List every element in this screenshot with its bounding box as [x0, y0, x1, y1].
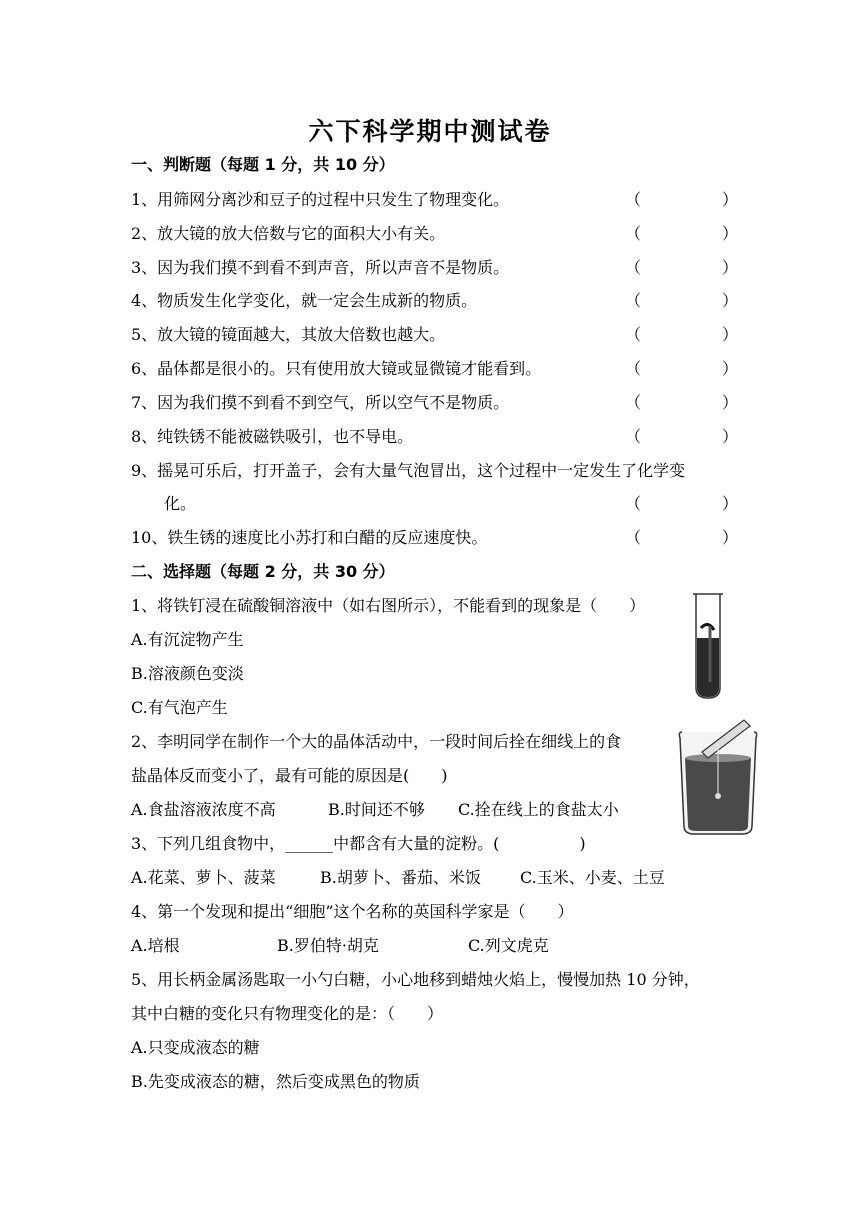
beaker-illustration [676, 716, 760, 838]
judge-item-4: 4、物质发生化学变化，就一定会生成新的物质。 [131, 291, 478, 310]
judge-item-8: 8、纯铁锈不能被磁铁吸引，也不导电。 [131, 427, 414, 446]
choice-q3-option-a[interactable]: A.花菜、萝卜、菠菜 [131, 868, 276, 887]
choice-q2-option-b[interactable]: B.时间还不够 [328, 800, 425, 819]
judge-item-3: 3、因为我们摸不到看不到声音，所以声音不是物质。 [131, 258, 510, 277]
choice-q5-stem-line2: 其中白糖的变化只有物理变化的是：（ ） [131, 1004, 444, 1023]
choice-q5-option-a[interactable]: A.只变成液态的糖 [131, 1038, 260, 1057]
judge-item-10: 10、铁生锈的速度比小苏打和白醋的反应速度快。 [131, 528, 488, 547]
judge-item-1: 1、用筛网分离沙和豆子的过程中只发生了物理变化。 [131, 190, 510, 209]
choice-q3-option-c[interactable]: C.玉米、小麦、土豆 [520, 868, 665, 887]
choice-q5-stem-line1: 5、用长柄金属汤匙取一小勺白糖，小心地移到蜡烛火焰上，慢慢加热 10 分钟， [131, 970, 700, 989]
choice-q2-option-a[interactable]: A.食盐溶液浓度不高 [131, 800, 276, 819]
choice-q1-stem: 1、将铁钉浸在硫酸铜溶液中（如右图所示），不能看到的现象是（ ） [131, 596, 646, 615]
section1-heading: 一、判断题（每题 1 分，共 10 分） [131, 155, 395, 174]
choice-q4-stem: 4、第一个发现和提出“细胞”这个名称的英国科学家是（ ） [131, 902, 574, 921]
judge-item-7: 7、因为我们摸不到看不到空气，所以空气不是物质。 [131, 393, 510, 412]
choice-q1-option-b[interactable]: B.溶液颜色变淡 [131, 664, 244, 683]
choice-q3-stem: 3、下列几组食物中，______中都含有大量的淀粉。( ) [131, 834, 586, 853]
choice-q4-option-a[interactable]: A.培根 [131, 936, 180, 955]
test-tube-illustration [690, 590, 726, 702]
exam-page: 六下科学期中测试卷 一、判断题（每题 1 分，共 10 分） 1、用筛网分离沙和豆子的过程中只发生了物理变化。 （ ） 2、放大镜的放大倍数与它的面积大小有关。 （ ） 3、因为我们摸不到看不到声音，所以声音不是物质。 （ ） 4、物质发生化学变化，就一定会生成新的物质。 （ ） 5、放大镜的镜面越大，其放大倍数也越大。 （ ） 6、晶体都是很小的。只有使用放大镜或显微镜才能看到。 （ ） 7、因为我们摸不到看不到空气，所以空气不是物质。 （ ） 8、纯铁锈不能被磁铁吸引，也不导电。 （ ） 9、摇晃可乐后，打开盖子，会有大量气泡冒出，这个过程中一定发生了化学变 化。 （ ） 10、铁生锈的速度比小苏打和白醋的反应速度快。 （ ） 二、选择题（每题 2 分，共 30 分） 1、将铁钉浸在硫酸铜溶液中（如右图所示），不能看到的现象是（ ） A.有沉淀物产生 B.溶液颜色变淡 C.有气泡产生 2、李明同学在制作一个大的晶体活动中，一段时间后拴在细线上的食 盐晶体反而变小了，最有可能的原因是( ) A.食盐溶液浓度不高 B.时间还不够 C.拴在线上的食盐太小 3、下列几组食物中，______中都含有大量的淀粉。( ) A.花菜、萝卜、菠菜 B.胡萝卜、番茄、米饭 C.玉米、小麦、土豆 4、第一个发现和提出“细胞”这个名称的英国科学家是（ ） A.培根 B.罗伯特·胡克 C.列文虎克 5、用长柄金属汤匙取一小勺白糖，小心地移到蜡烛火焰上，慢慢加热 10 分钟， 其中白糖的变化只有物理变化的是：（ ） A.只变成液态的糖 B.先变成液态的糖，然后变成黑色的物质 [0, 0, 860, 1216]
judge-item-9-continued: 化。 [164, 494, 197, 513]
choice-q5-option-b[interactable]: B.先变成液态的糖，然后变成黑色的物质 [131, 1072, 420, 1091]
judge-item-9: 9、摇晃可乐后，打开盖子，会有大量气泡冒出，这个过程中一定发生了化学变 [131, 461, 686, 480]
judge-item-2: 2、放大镜的放大倍数与它的面积大小有关。 [131, 224, 446, 243]
choice-q2-option-c[interactable]: C.拴在线上的食盐太小 [458, 800, 619, 819]
choice-q4-option-c[interactable]: C.列文虎克 [468, 936, 549, 955]
choice-q1-option-a[interactable]: A.有沉淀物产生 [131, 630, 244, 649]
choice-q2-stem-line2: 盐晶体反而变小了，最有可能的原因是( ) [131, 766, 448, 785]
judge-item-6: 6、晶体都是很小的。只有使用放大镜或显微镜才能看到。 [131, 359, 542, 378]
judge-item-5: 5、放大镜的镜面越大，其放大倍数也越大。 [131, 325, 446, 344]
section2-heading: 二、选择题（每题 2 分，共 30 分） [131, 562, 395, 581]
choice-q4-option-b[interactable]: B.罗伯特·胡克 [277, 936, 379, 955]
choice-q3-option-b[interactable]: B.胡萝卜、番茄、米饭 [320, 868, 481, 887]
page-title: 六下科学期中测试卷 [308, 117, 552, 146]
choice-q1-option-c[interactable]: C.有气泡产生 [131, 698, 228, 717]
choice-q2-stem-line1: 2、李明同学在制作一个大的晶体活动中，一段时间后拴在细线上的食 [131, 732, 622, 751]
